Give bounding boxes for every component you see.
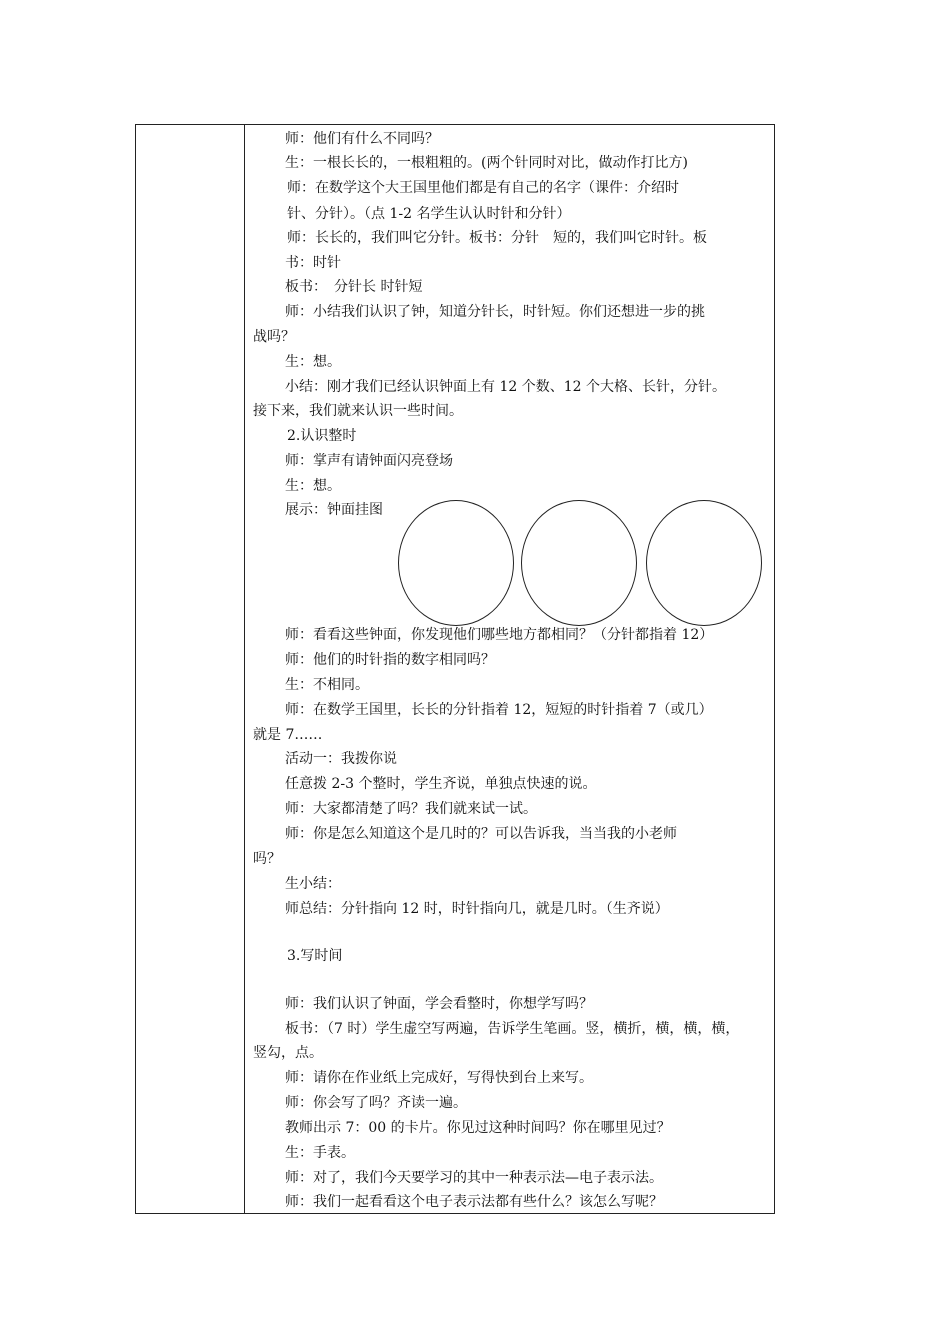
text-line: 生：不相同。	[285, 677, 369, 693]
text-line: 战吗？	[253, 329, 295, 345]
clock-face-3	[646, 500, 762, 626]
text-line: 生：一根长长的，一根粗粗的。(两个针同时对比，做动作打比方)	[285, 155, 688, 171]
text-line: 板书： 分针长 时针短	[285, 279, 423, 295]
text-line: 师：在数学这个大王国里他们都是有自己的名字（课件：介绍时	[287, 180, 679, 196]
text-line: 吗？	[253, 851, 281, 867]
text-line: 师：长长的，我们叫它分针。板书：分针 短的，我们叫它时针。板	[287, 230, 707, 246]
column-divider	[244, 125, 245, 1213]
lesson-content	[253, 125, 773, 1213]
text-line: 接下来，我们就来认识一些时间。	[253, 403, 463, 419]
text-line: 师：你是怎么知道这个是几时的？可以告诉我，当当我的小老师	[285, 826, 677, 842]
text-line: 书：时针	[285, 255, 341, 271]
text-line: 师：对了，我们今天要学习的其中一种表示法—电子表示法。	[285, 1170, 663, 1186]
clock-face-1	[398, 500, 514, 626]
clock-face-2	[521, 500, 637, 626]
text-line: 任意拨 2-3 个整时，学生齐说，单独点快速的说。	[285, 776, 597, 792]
text-line: 生：想。	[285, 478, 341, 494]
text-line: 师总结：分针指向 12 时，时针指向几，就是几时。（生齐说）	[285, 901, 669, 917]
text-line: 师：他们的时针指的数字相同吗？	[285, 652, 495, 668]
text-line: 展示：钟面挂图	[285, 502, 383, 518]
text-line: 生：想。	[285, 354, 341, 370]
text-line: 师：大家都清楚了吗？我们就来试一试。	[285, 801, 537, 817]
text-line: 小结：刚才我们已经认识钟面上有 12 个数、12 个大格、长针，分针。	[285, 379, 726, 395]
text-line: 师：他们有什么不同吗？	[285, 131, 439, 147]
text-line: 师：看看这些钟面，你发现他们哪些地方都相同？（分针都指着 12）	[285, 627, 714, 643]
text-line: 活动一：我拨你说	[285, 751, 397, 767]
lesson-table	[135, 124, 775, 1214]
text-line: 针、分针）。（点 1-2 名学生认认时针和分针）	[287, 206, 571, 222]
text-line: 竖勾，点。	[253, 1045, 323, 1061]
text-line: 教师出示 7：00 的卡片。你见过这种时间吗？你在哪里见过？	[285, 1120, 671, 1136]
text-line: 板书：（7 时）学生虚空写两遍，告诉学生笔画。竖，横折，横，横，横，	[285, 1021, 740, 1037]
text-line: 师：请你在作业纸上完成好，写得快到台上来写。	[285, 1070, 593, 1086]
section-heading: 2.认识整时	[287, 428, 357, 444]
text-line: 师：我们认识了钟面，学会看整时，你想学写吗？	[285, 996, 593, 1012]
section-heading: 3.写时间	[287, 948, 343, 964]
text-line: 师：你会写了吗？齐读一遍。	[285, 1095, 467, 1111]
text-line: 师：在数学王国里，长长的分针指着 12，短短的时针指着 7（或几）	[285, 702, 713, 718]
text-line: 师：我们一起看看这个电子表示法都有些什么？该怎么写呢？	[285, 1194, 663, 1210]
text-line: 就是 7……	[253, 727, 323, 743]
text-line: 师：小结我们认识了钟，知道分针长，时针短。你们还想进一步的挑	[285, 304, 705, 320]
text-line: 生小结：	[285, 876, 341, 892]
text-line: 师：掌声有请钟面闪亮登场	[285, 453, 453, 469]
text-line: 生：手表。	[285, 1145, 355, 1161]
